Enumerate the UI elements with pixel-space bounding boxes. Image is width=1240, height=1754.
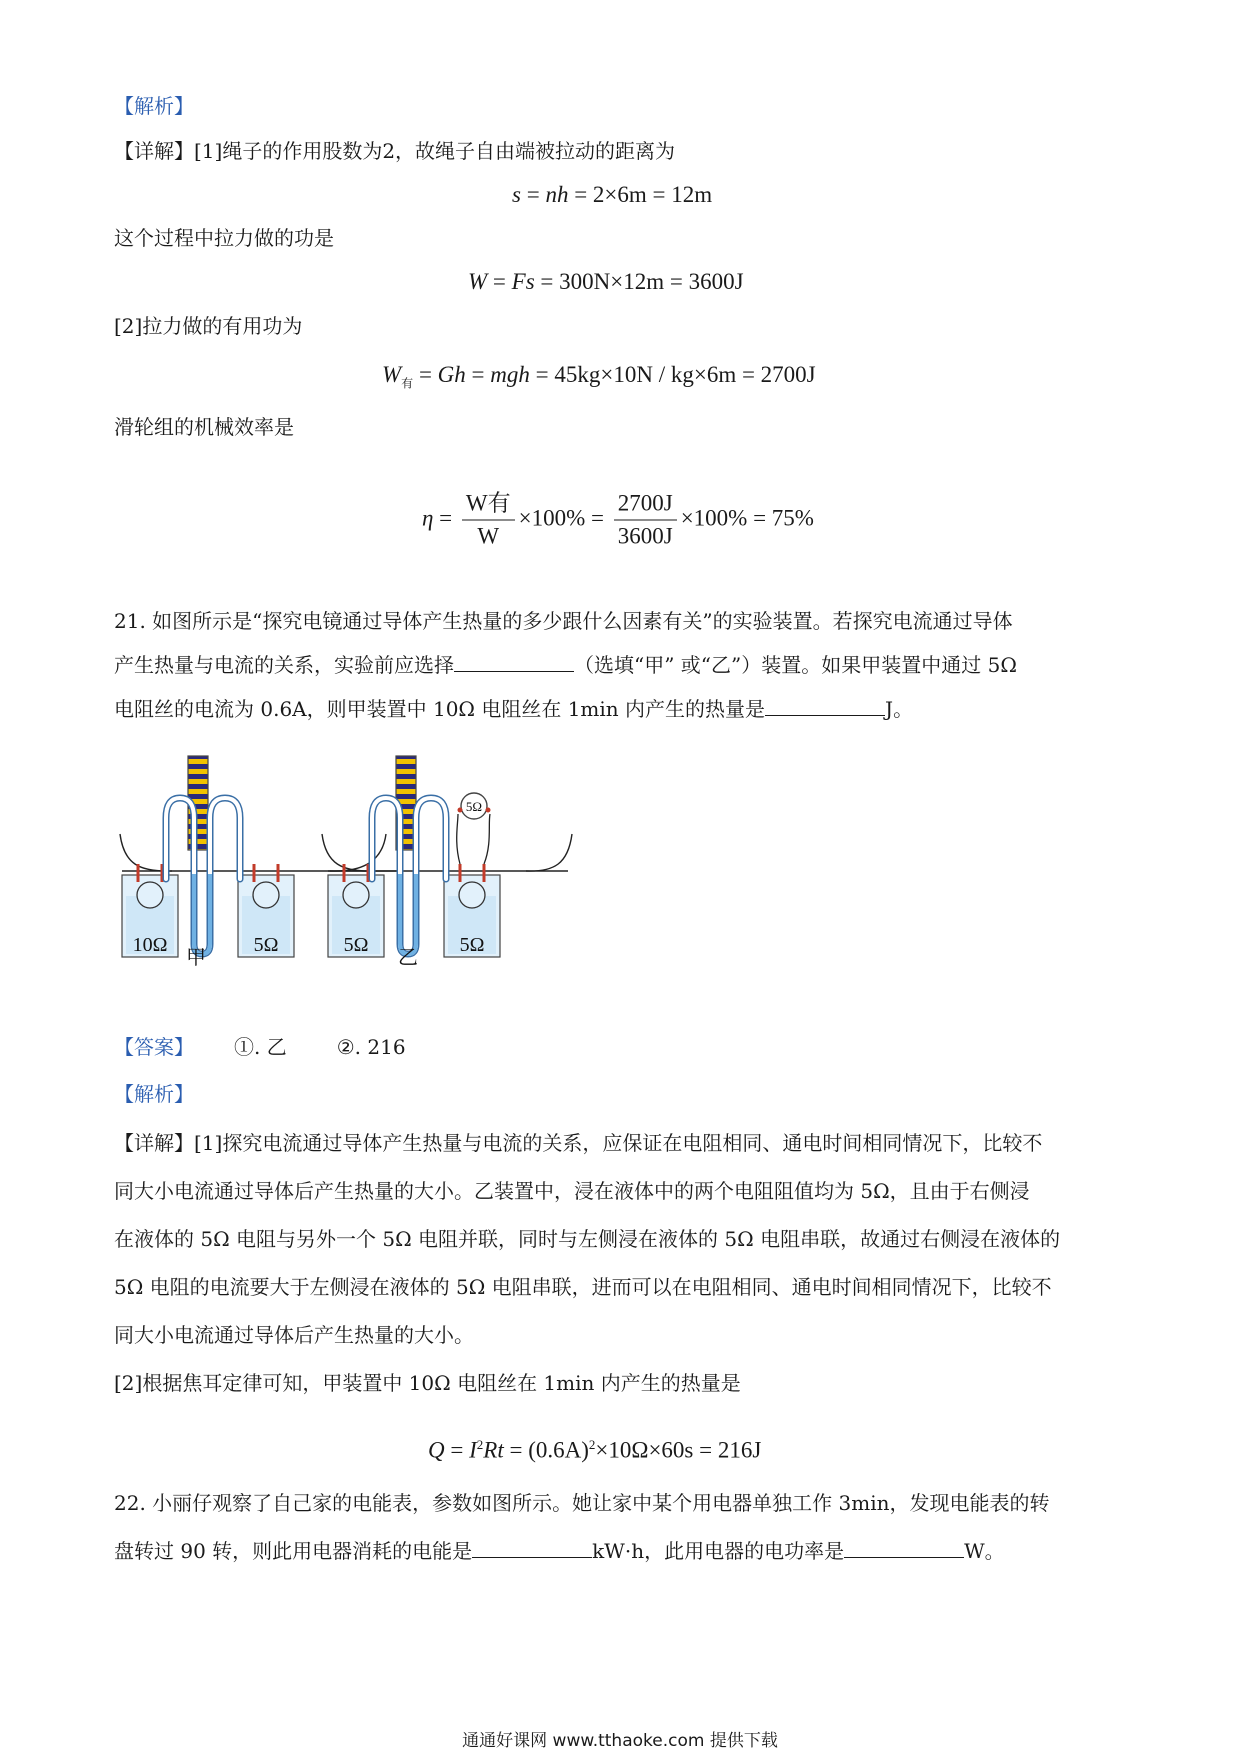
answer-blank[interactable] — [844, 1537, 964, 1558]
question-21-text: 电阻丝的电流为 0.6A，则甲装置中 10Ω 电阻丝在 1min 内产生的热量是 J。 — [114, 697, 914, 721]
fraction: $\frac{\text{W有}}{W}$ — [462, 488, 515, 553]
answer-blank[interactable] — [454, 651, 574, 672]
detail-line: 同大小电流通过导体后产生热量的大小。 — [114, 1323, 474, 1347]
text-line: 滑轮组的机械效率是 — [114, 415, 294, 439]
question-22-text: 盘转过 90 转，则此用电器消耗的电能是 kW·h，此用电器的电功率是 W。 — [114, 1539, 1005, 1563]
formula-efficiency: η = $\frac{\text{W有}}{W}$ ×100% = $\frac{2700J}{3600J}$ ×100% = 75% — [422, 488, 814, 553]
answer-blank[interactable] — [472, 1537, 592, 1558]
detail-line: 在液体的 5Ω 电阻与另外一个 5Ω 电阻并联，同时与左侧浸在液体的 5Ω 电阻串联，故通过右侧浸在液体的 — [114, 1227, 1061, 1251]
figure-caption: 乙 — [398, 947, 418, 969]
resistor-coil — [343, 882, 369, 908]
analysis-heading: 【解析】 — [114, 94, 194, 118]
page-footer: 通通好课网 www.tthaoke.com 提供下载 — [462, 1731, 778, 1751]
resistor-coil — [137, 882, 163, 908]
question-22-text: 22. 小丽仔观察了自己家的电能表，参数如图所示。她让家中某个用电器单独工作 3min，发现电能表的转 — [114, 1491, 1050, 1515]
resistor-label: 5Ω — [343, 934, 369, 956]
resistor-coil — [459, 882, 485, 908]
question-21-text: 21. 如图所示是“探究电镜通过导体产生热量的多少跟什么因素有关”的实验装置。若探究电流通过导体 — [114, 609, 1013, 633]
formula-work: W = Fs = 300N×12m = 3600J — [468, 269, 744, 294]
analysis-heading: 【解析】 — [114, 1082, 194, 1106]
detail-line: 【详解】[1]绳子的作用股数为2，故绳子自由端被拉动的距离为 — [114, 139, 676, 163]
resistor-coil — [253, 882, 279, 908]
detail-line: 【详解】[1]探究电流通过导体产生热量与电流的关系，应保证在电阻相同、通电时间相同情况下，比较不 — [114, 1131, 1043, 1155]
external-resistor-label: 5Ω — [465, 799, 483, 814]
formula-heat: $Q = I^2Rt = (0.6A)^2\times 10\Omega\times 60s = 216J$ — [428, 1437, 762, 1463]
apparatus-yi — [322, 756, 572, 969]
text-line: 这个过程中拉力做的功是 — [114, 226, 334, 250]
detail-line: [2]根据焦耳定律可知，甲装置中 10Ω 电阻丝在 1min 内产生的热量是 — [114, 1371, 741, 1395]
resistor-label: 10Ω — [132, 934, 168, 956]
answer-line: 【答案】 ①. 乙 ②. 216 — [114, 1035, 406, 1059]
experiment-figure — [114, 754, 574, 974]
detail-line: 5Ω 电阻的电流要大于左侧浸在液体的 5Ω 电阻串联，进而可以在电阻相同、通电时间相同情况下，比较不 — [114, 1275, 1052, 1299]
figure-caption: 甲 — [186, 947, 206, 969]
detail-line: 同大小电流通过导体后产生热量的大小。乙装置中，浸在液体中的两个电阻阻值均为 5Ω，且由于右侧浸 — [114, 1179, 1030, 1203]
answer-blank[interactable] — [765, 695, 885, 716]
formula-distance: s = nh = 2×6m = 12m — [512, 182, 713, 207]
question-21-text: 产生热量与电流的关系，实验前应选择 （选填“甲” 或“乙”）装置。如果甲装置中通过 5Ω — [114, 653, 1017, 677]
resistor-label: 5Ω — [459, 934, 485, 956]
fraction: $\frac{2700J}{3600J}$ — [614, 488, 677, 553]
formula-useful-work: $W_有 = Gh$ = mgh = 45kg×10N / kg×6m = 2700J — [382, 362, 816, 391]
text-line: [2]拉力做的有用功为 — [114, 314, 303, 338]
resistor-label: 5Ω — [253, 934, 279, 956]
